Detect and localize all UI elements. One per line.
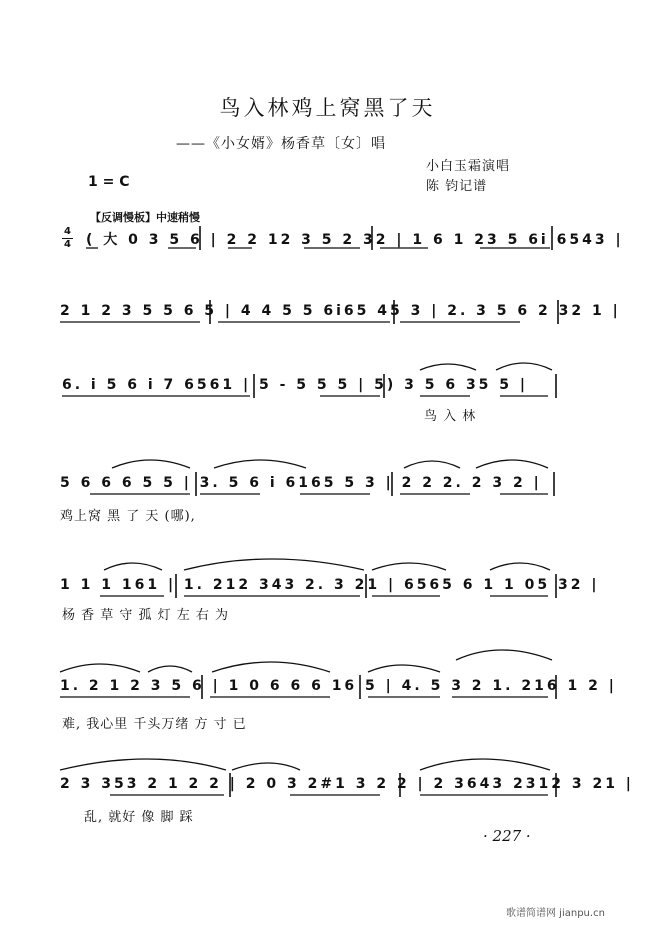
- stave-6-notes: 1. 2 1 2 3 5 6 | 1 0 6 6 6 16 5 | 4. 5 3 2 1. 216 1 2 |: [60, 678, 617, 694]
- page-number: · 227 ·: [483, 827, 531, 845]
- stave-3-lyrics: 鸟 入 林: [424, 409, 477, 424]
- stave-4-notes: 5 6 6 6 5 5 | 3. 5 6 i 6165 5 3 | 2 2 2. 2 3 2 |: [60, 475, 542, 491]
- credit-singer: 小白玉霜演唱: [426, 159, 511, 174]
- watermark: 歌谱简谱网 jianpu.cn: [506, 908, 605, 919]
- key-signature: 1 = C: [88, 174, 130, 190]
- stave-7-lyrics: 乱, 就好 像 脚 踩: [84, 810, 194, 825]
- tempo-marking: 【反调慢板】中速稍慢: [90, 211, 200, 224]
- stave-2-notes: 2 1 2 3 5 5 6 5 | 4 4 5 5 6i65 45 3 | 2. 3 5 6 2 32 1 |: [60, 303, 621, 319]
- stave-1-notes: ( 大 0 3 5 6 | 2 2 12 3 5 2 32 | 1 6 1 23 5 6i 6543 |: [86, 232, 624, 248]
- time-signature-top: 4: [64, 226, 71, 237]
- credit-transcriber: 陈 钧记谱: [426, 179, 488, 194]
- stave-7-notes: 2 3 353 2 1 2 2 | 2 0 3 2#1 3 2 2 | 2 3643 2312 3 21 |: [60, 776, 634, 792]
- time-signature-bottom: 4: [64, 239, 71, 250]
- song-title: 鸟入林鸡上窝黑了天: [219, 96, 436, 120]
- stave-5-lyrics: 杨 香 草 守 孤 灯 左 右 为: [62, 608, 230, 623]
- stave-3-notes: 6. i 5 6 i 7 6561 | 5 - 5 5 5 | 5) 3 5 6 35 5 |: [62, 377, 529, 393]
- stave-4-lyrics: 鸡上窝 黑 了 天 (哪),: [60, 509, 196, 524]
- song-subtitle: ——《小女婿》杨香草〔女〕唱: [176, 136, 386, 152]
- stave-6-lyrics: 难, 我心里 千头万绪 方 寸 已: [62, 717, 247, 732]
- stave-5-notes: 1 1 1 161 | 1. 212 343 2. 3 21 | 6565 6 1 1 05 32 |: [60, 577, 600, 593]
